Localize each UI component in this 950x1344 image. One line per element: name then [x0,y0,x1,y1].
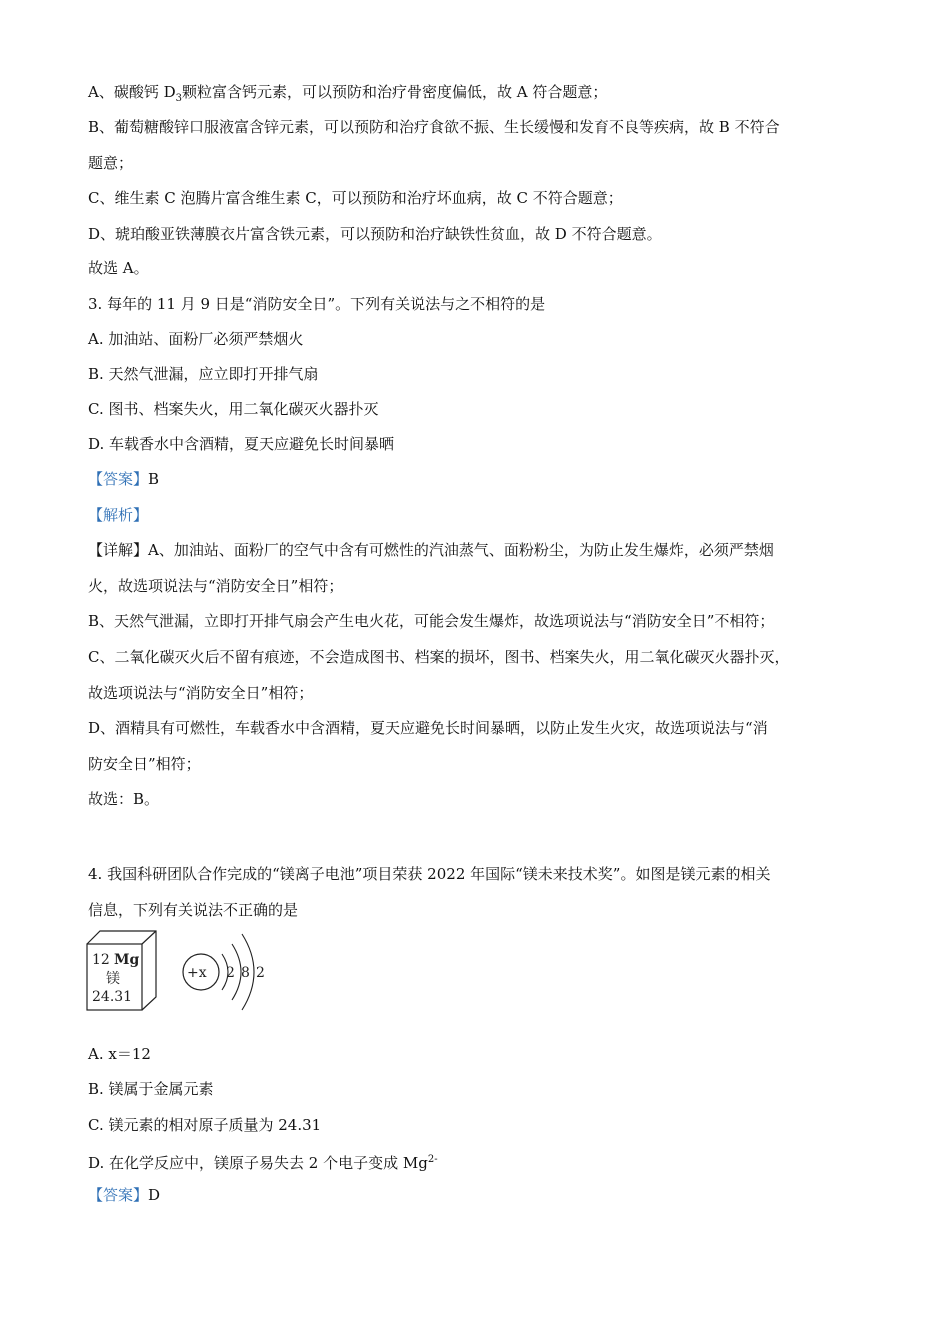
q4-option-b: B. 镁属于金属元素 [88,1080,214,1098]
analysis-option-b-line1: B、葡萄糖酸锌口服液富含锌元素，可以预防和治疗食欲不振、生长缓慢和发育不良等疾病，故 B 不符合 [88,118,780,136]
q4-stem-line2: 信息，下列有关说法不正确的是 [88,901,299,919]
q3-answer [88,469,159,489]
q3-analysis-tag: 【解析】 [88,506,149,524]
q3-detail-d-line2: 防安全日”相符； [88,755,201,773]
atomic-mass: 24.31 [92,989,133,1005]
q4-option-a: A. x＝12 [88,1045,151,1063]
q3-detail-d-line1: D、酒精具有可燃性，车载香水中含酒精，夏天应避免长时间暴晒，以防止发生火灾，故选项说法与“消 [88,719,768,737]
detail-tag: 【详解】 [88,541,149,559]
element-name: 镁 [106,971,120,987]
q4-option-d: D. 在化学反应中，镁原子易失去 2 个电子变成 $Mg^{2-}$ [88,1154,438,1172]
q3-stem: 3. 每年的 11 月 9 日是“消防安全日”。下列有关说法与之不相符的是 [88,295,546,313]
q3-conclusion: 故选：B。 [88,790,160,808]
atomic-structure-diagram [183,934,265,1010]
q3-detail-b: B、天然气泄漏，立即打开排气扇会产生电火花，可能会发生爆炸，故选项说法与“消防安全日”不相符； [88,612,775,630]
answer-value: D [148,1186,161,1204]
q3-option-b: B. 天然气泄漏，应立即打开排气扇 [88,365,319,383]
answer-tag: 【答案】 [88,470,149,488]
shell-2-electrons: 8 [241,965,250,981]
answer-tag: 【答案】 [88,1186,149,1204]
analysis-option-a: A、碳酸钙 $D_3$颗粒富含钙元素，可以预防和治疗骨密度偏低，故 A 符合题意； [88,83,608,104]
shell-3-electrons: 2 [256,965,265,981]
q3-option-d: D. 车载香水中含酒精，夏天应避免长时间暴晒 [88,435,395,453]
q3-option-c: C. 图书、档案失火，用二氧化碳灭火器扑灭 [88,400,379,418]
analysis-option-b-line2: 题意； [88,154,134,172]
q3-option-a: A. 加油站、面粉厂必须严禁烟火 [88,330,304,348]
q3-detail-c-line2: 故选项说法与“消防安全日”相符； [88,684,314,702]
shell-1-electrons: 2 [226,965,235,981]
element-symbol: Mg [114,952,140,968]
analysis-option-c: C、维生素 C 泡腾片富含维生素 C，可以预防和治疗坏血病，故 C 不符合题意； [88,189,623,207]
answer-value: B [148,470,160,488]
magnesium-figure [86,930,276,1012]
analysis-conclusion: 故选 A。 [88,259,149,277]
q4-answer [88,1185,160,1205]
q3-detail-c-line1: C、二氧化碳灭火后不留有痕迹，不会造成图书、档案的损坏，图书、档案失火，用二氧化碳灭火器扑灭， [88,648,790,666]
nucleus-charge: +x [187,965,207,981]
q4-stem-line1: 4. 我国科研团队合作完成的“镁离子电池”项目荣获 2022 年国际“镁未来技术奖”。如图是镁元素的相关 [88,865,771,883]
q3-detail-a-line1: 【详解】A、加油站、面粉厂的空气中含有可燃性的汽油蒸气、面粉粉尘，为防止发生爆炸，必须严禁烟 [88,541,774,559]
element-card [87,931,156,1010]
q4-option-c: C. 镁元素的相对原子质量为 24.31 [88,1116,322,1134]
q3-detail-a-line2: 火，故选项说法与“消防安全日”相符； [88,577,344,595]
analysis-option-d: D、琥珀酸亚铁薄膜衣片富含铁元素，可以预防和治疗缺铁性贫血，故 D 不符合题意。 [88,225,662,243]
atomic-number: 12 [92,952,110,968]
